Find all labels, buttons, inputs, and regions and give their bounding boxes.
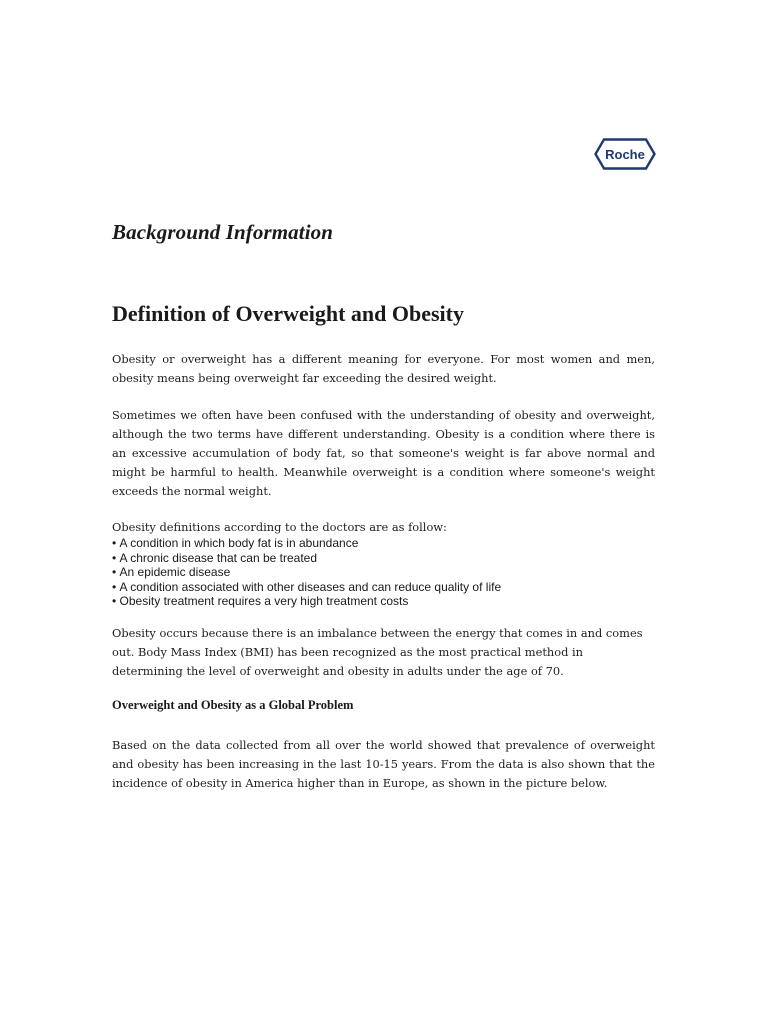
paragraph-confusion: Sometimes we often have been confused with the understanding of obesity and overweight, although the two terms have different understanding. Obesity is a condition where there is an excessive accumulation of body fat, so that someone's weight is far above normal and might be harmful to health. Meanwhile overweight is a condition where someone's weight exceeds the normal weight.: [112, 408, 655, 498]
subheading-global-problem: Overweight and Obesity as a Global Problem: [112, 698, 354, 712]
list-item: • An epidemic disease: [112, 565, 501, 580]
section-heading: Background Information: [112, 220, 334, 244]
list-item: • A condition associated with other diseases and can reduce quality of life: [112, 580, 501, 595]
page-title: Definition of Overweight and Obesity: [112, 301, 464, 326]
definitions-intro: Obesity definitions according to the doctors are as follow:: [112, 520, 447, 534]
list-item: • Obesity treatment requires a very high treatment costs: [112, 594, 501, 609]
list-item: • A condition in which body fat is in abundance: [112, 536, 501, 551]
list-item: • A chronic disease that can be treated: [112, 551, 501, 566]
paragraph-bmi: Obesity occurs because there is an imbalance between the energy that comes in and comes out. Body Mass Index (BMI) has been recognized as the most practical method in determining the level of overweight and obesity in adults under the age of 70.: [112, 626, 643, 678]
roche-logo: [594, 138, 656, 170]
paragraph-meaning: Obesity or overweight has a different meaning for everyone. For most women and men, obesity means being overweight far exceeding the desired weight.: [112, 352, 655, 385]
paragraph-prevalence: Based on the data collected from all over the world showed that prevalence of overweight and obesity has been increasing in the last 10-15 years. From the data is also shown that the incidence of obesity in America higher than in Europe, as shown in the picture below.: [112, 738, 655, 790]
definitions-list: [112, 536, 501, 609]
logo-wordmark: Roche: [605, 147, 645, 162]
roche-hexagon-icon: [594, 138, 656, 170]
